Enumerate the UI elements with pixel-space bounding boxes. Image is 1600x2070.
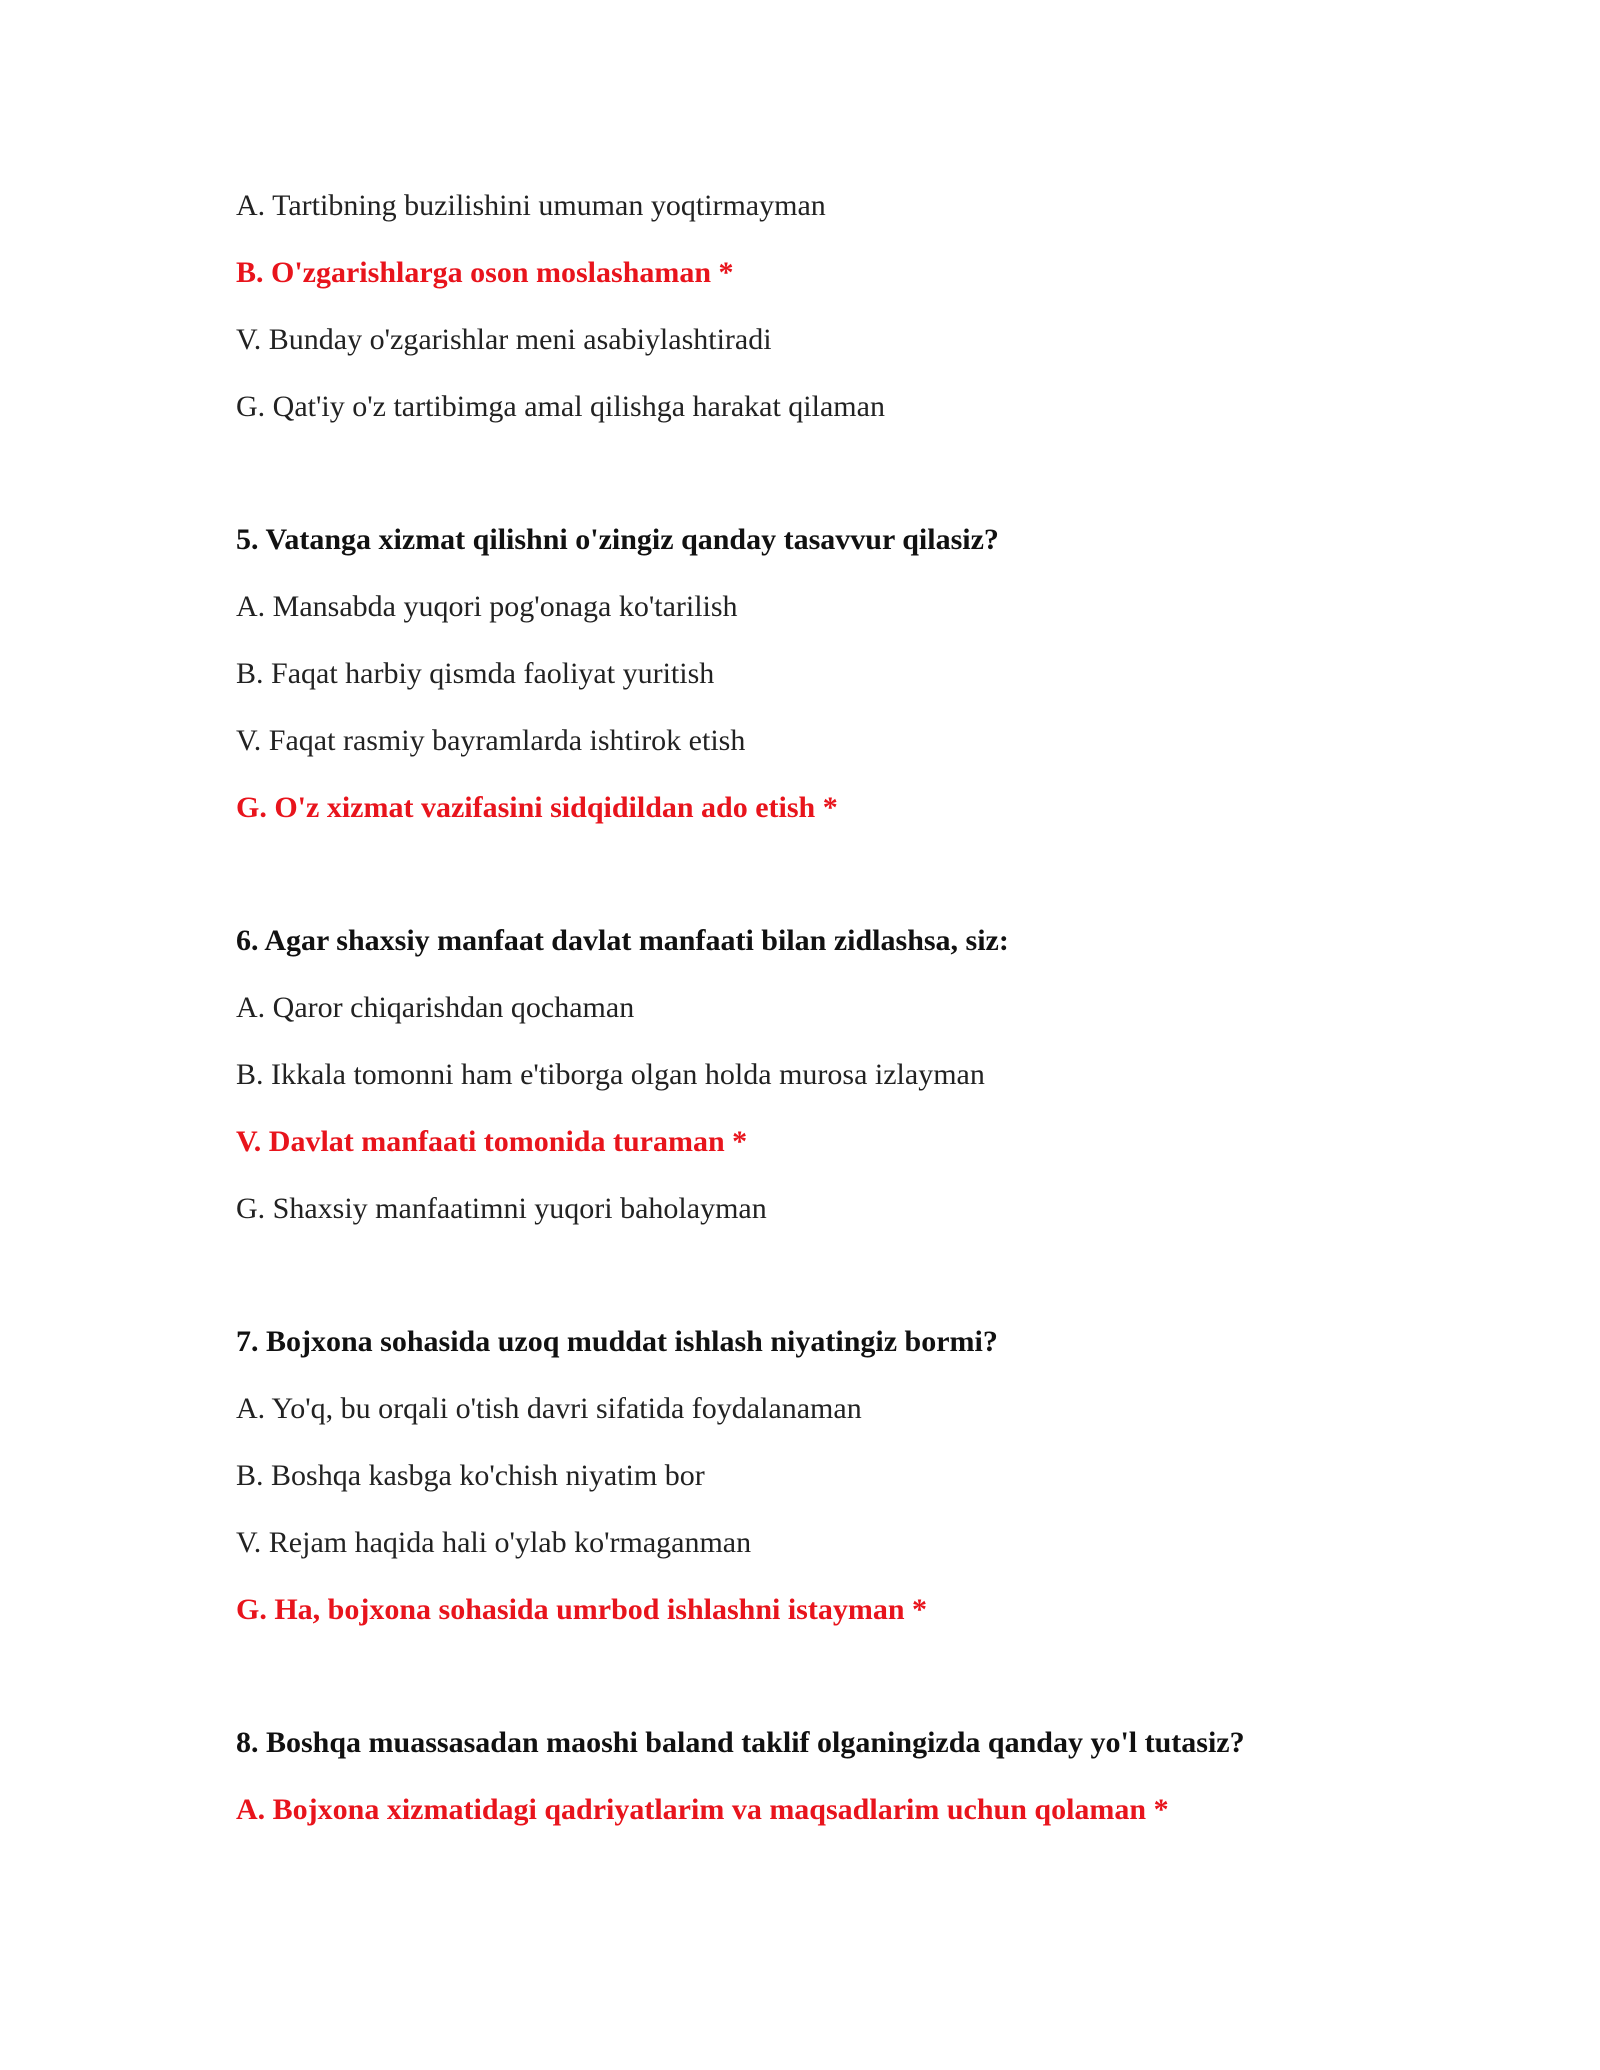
q6-option-a: A. Qaror chiqarishdan qochaman	[236, 991, 635, 1024]
q7-option-a: A. Yo'q, bu orqali o'tish davri sifatida foydalanaman	[236, 1392, 862, 1425]
q5-option-b: B. Faqat harbiy qismda faoliyat yuritish	[236, 657, 715, 690]
q7-option-v: V. Rejam haqida hali o'ylab ko'rmaganman	[236, 1526, 752, 1559]
q4-option-a: A. Tartibning buzilishini umuman yoqtirmayman	[236, 189, 826, 222]
q5-option-g-correct: G. O'z xizmat vazifasini sidqidildan ado etish *	[236, 791, 838, 824]
q7-option-b: B. Boshqa kasbga ko'chish niyatim bor	[236, 1459, 705, 1492]
q6-option-b: B. Ikkala tomonni ham e'tiborga olgan holda murosa izlayman	[236, 1058, 985, 1091]
q7-option-g-correct: G. Ha, bojxona sohasida umrbod ishlashni istayman *	[236, 1593, 928, 1626]
q8-title: 8. Boshqa muassasadan maoshi baland taklif olganingizda qanday yo'l tutasiz?	[236, 1726, 1245, 1759]
q6-option-v-correct: V. Davlat manfaati tomonida turaman *	[236, 1125, 748, 1158]
q4-option-g: G. Qat'iy o'z tartibimga amal qilishga harakat qilaman	[236, 390, 885, 423]
q8-option-a-correct: A. Bojxona xizmatidagi qadriyatlarim va maqsadlarim uchun qolaman *	[236, 1793, 1169, 1826]
q4-option-b-correct: B. O'zgarishlarga oson moslashaman *	[236, 256, 734, 289]
q5-option-v: V. Faqat rasmiy bayramlarda ishtirok etish	[236, 724, 746, 757]
q4-option-v: V. Bunday o'zgarishlar meni asabiylashtiradi	[236, 323, 772, 356]
q6-title: 6. Agar shaxsiy manfaat davlat manfaati bilan zidlashsa, siz:	[236, 924, 1009, 957]
q6-option-g: G. Shaxsiy manfaatimni yuqori baholayman	[236, 1192, 767, 1225]
q7-title: 7. Bojxona sohasida uzoq muddat ishlash niyatingiz bormi?	[236, 1325, 998, 1358]
q5-option-a: A. Mansabda yuqori pog'onaga ko'tarilish	[236, 590, 738, 623]
q5-title: 5. Vatanga xizmat qilishni o'zingiz qanday tasavvur qilasiz?	[236, 523, 999, 556]
